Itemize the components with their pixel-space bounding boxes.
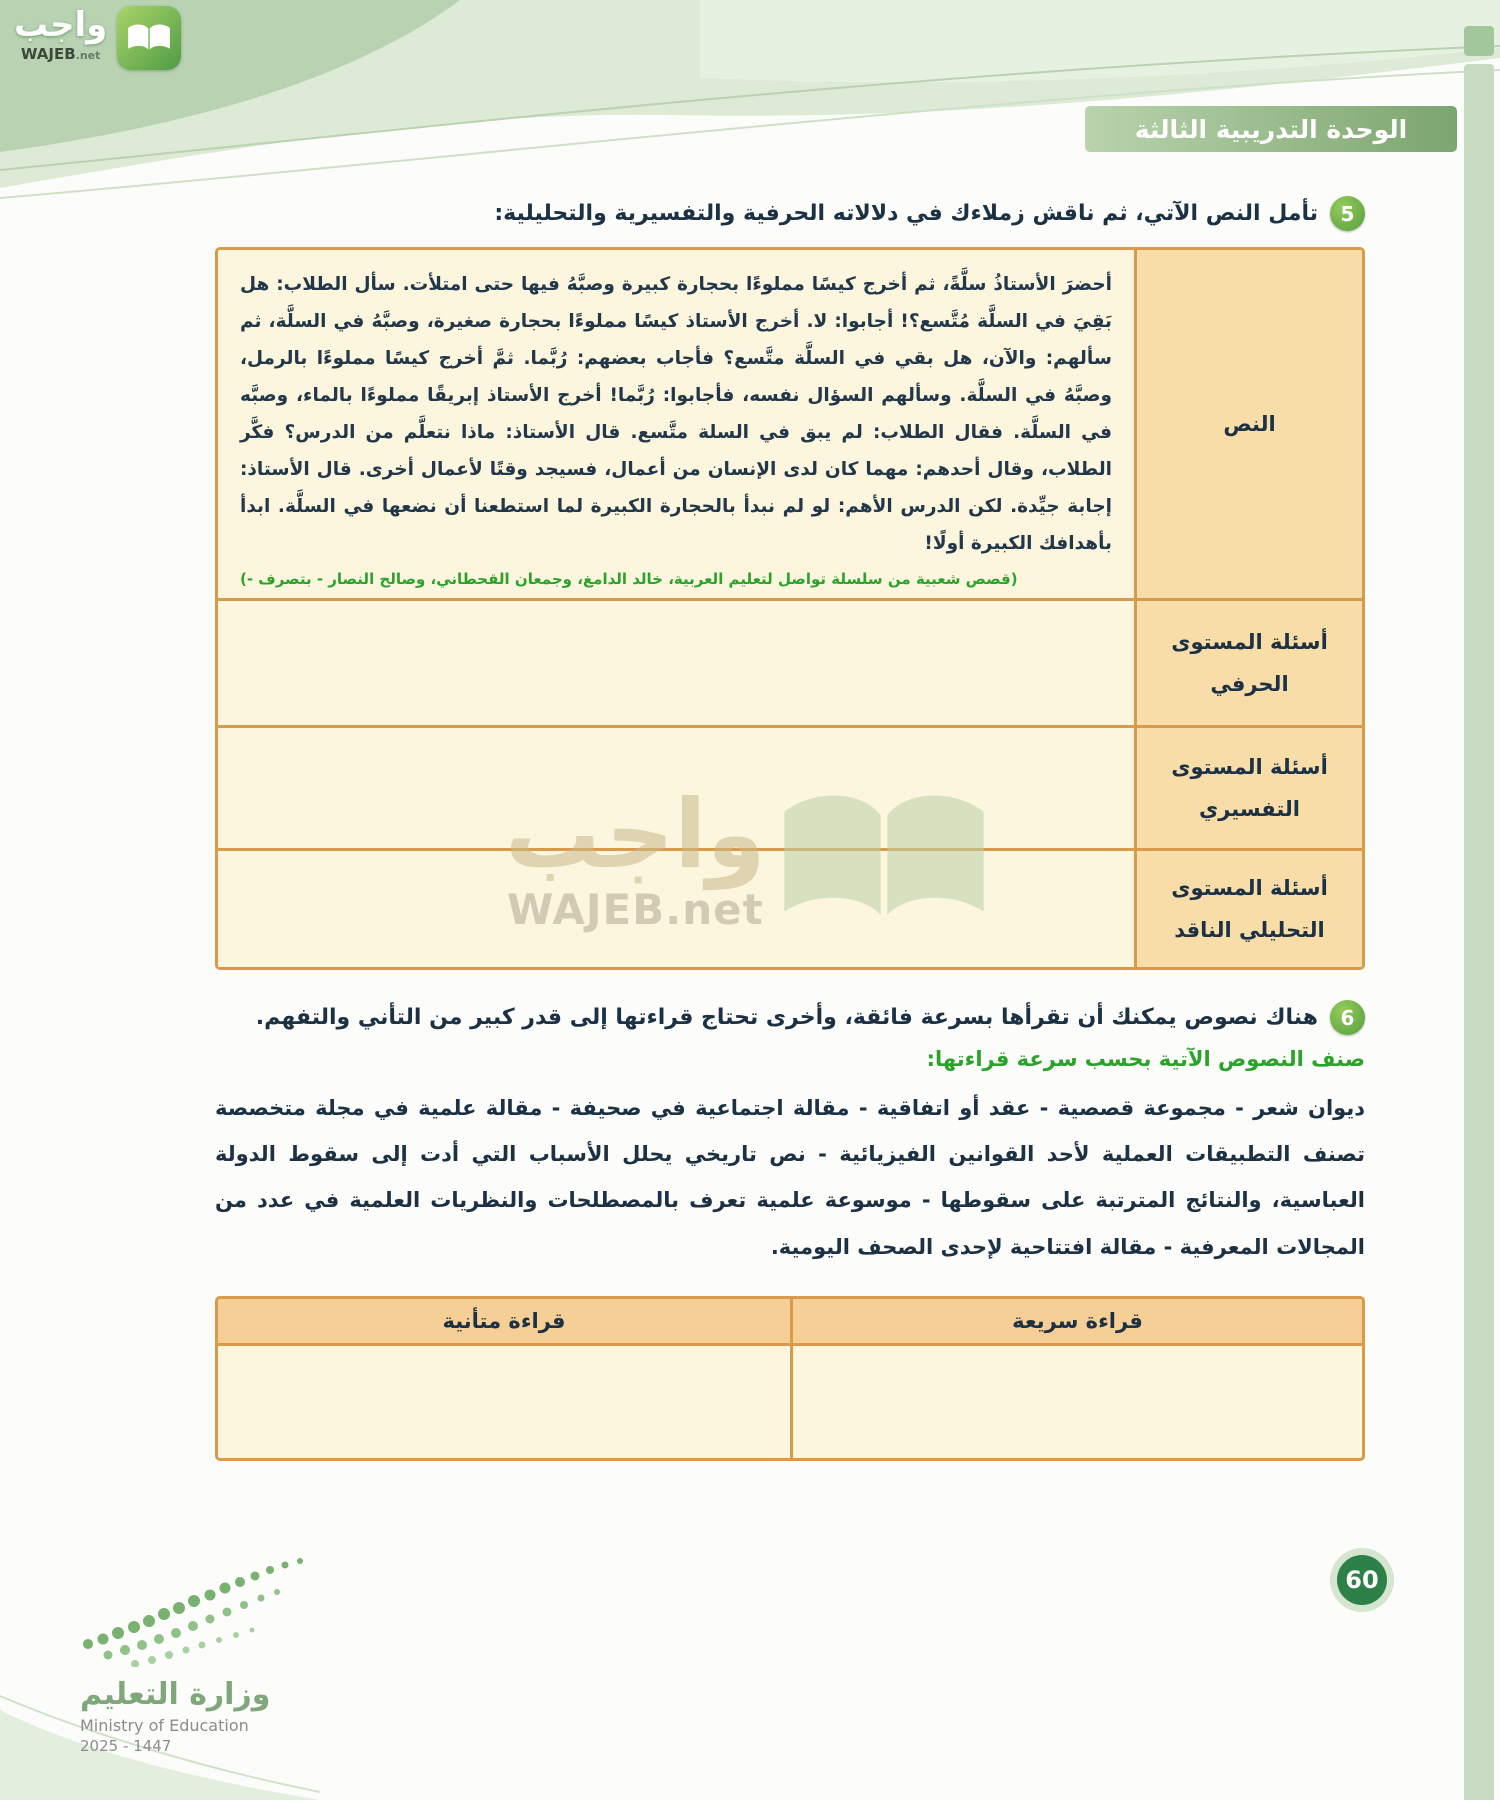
row-label-literal-questions: أسئلة المستوى الحرفي xyxy=(1134,601,1362,725)
ministry-logo xyxy=(80,1552,320,1755)
critical-questions-answer-area[interactable] xyxy=(218,851,1134,967)
main-content xyxy=(215,196,1365,1461)
passage-attribution: (قصص شعبية من سلسلة تواصل لتعليم العربية، خالد الدامغ، وجمعان القحطاني، وصالح النصار - بتصرف -) xyxy=(240,570,1018,588)
unit-banner-label: الوحدة التدريبية الثالثة xyxy=(1134,114,1408,144)
watermark-latin: WAJEB.net xyxy=(506,885,764,935)
exercise5-heading xyxy=(215,196,1365,231)
exercise6-heading xyxy=(215,1000,1365,1035)
wajeb-logo-arabic: واجب xyxy=(14,5,108,45)
page-number-badge xyxy=(1330,1548,1394,1612)
exercise5-title: تأمل النص الآتي، ثم ناقش زملاءك في دلالاته الحرفية والتفسيرية والتحليلية: xyxy=(494,201,1318,226)
table-row-interpretive xyxy=(218,725,1362,848)
row-label-text: النص xyxy=(1134,250,1362,598)
literal-questions-answer-area[interactable] xyxy=(218,601,1134,725)
reading-levels-table xyxy=(215,247,1365,970)
ministry-name-english: Ministry of Education xyxy=(80,1716,249,1735)
fast-reading-answer-area[interactable] xyxy=(790,1346,1362,1458)
wajeb-logo-latin-net: .net xyxy=(75,49,101,63)
interpretive-questions-answer-area[interactable] xyxy=(218,728,1134,848)
careful-reading-answer-area[interactable] xyxy=(218,1346,790,1458)
passage-cell xyxy=(218,250,1134,598)
header-careful-reading: قراءة متأنية xyxy=(442,1308,566,1333)
edition-years: 2025 - 1447 xyxy=(80,1737,172,1755)
wajeb-logo-latin-bold: WAJEB xyxy=(20,45,76,64)
unit-banner xyxy=(1085,106,1457,152)
table-row-critical xyxy=(218,848,1362,967)
texts-list-paragraph: ديوان شعر - مجموعة قصصية - عقد أو اتفاقية - مقالة اجتماعية في صحيفة - مقالة علمية في مجلة متخصصة تصنف التطبيقات العملية لأحد القوانين الفيزيائية - نص تاريخي يحلل الأسباب التي أدت إلى سقوط الدولة العباسية، والنتائج المترتبة على سقوطها - موسوعة علمية تعرف بالمصطلحات والنظريات العلمية في عدد من المجالات المعرفية - مقالة افتتاحية لإحدى الصحف اليومية. xyxy=(215,1096,1365,1259)
reading-speed-table-header xyxy=(218,1299,1362,1346)
open-book-icon xyxy=(117,6,181,70)
header-wave-decoration xyxy=(0,0,1500,210)
open-book-glyph xyxy=(126,21,172,55)
exercise6-number-badge: 6 xyxy=(1330,1000,1365,1035)
wajeb-logo-latin xyxy=(21,45,100,63)
table-row-text xyxy=(218,250,1362,598)
row-label-interpretive-questions: أسئلة المستوى التفسيري xyxy=(1134,728,1362,848)
passage-text: أحضرَ الأستاذُ سلَّةً، ثم أخرج كيسًا مملوءًا بحجارة كبيرة وصبَّهُ فيها حتى امتلأت. سأل الطلاب: هل بَقِيَ في السلَّة مُتَّسع؟! أجابوا: لا. أخرج الأستاذ كيسًا مملوءًا بحجارة صغيرة، وصبَّهُ في السلَّة، ثم سألهم: والآن، هل بقي في السلَّة متَّسع؟ فأجاب بعضهم: رُبَّما. ثمَّ أخرج كيسًا مملوءًا بالرمل، وصبَّهُ في السلَّة. وسألهم السؤال نفسه، فأجابوا: رُبَّما! أخرج الأستاذ إبريقًا مملوءًا بالماء، وصبَّه في السلَّة. فقال الطلاب: لم يبق في السلة متَّسع. قال الأستاذ: ماذا نتعلَّم من الدرس؟ فكَّر الطلاب، وقال أحدهم: مهما كان لدى الإنسان من أعمال، فسيجد وقتًا لأعمال أخرى. قال الأستاذ: إجابة جيِّدة. لكن الدرس الأهم: لو لم نبدأ بالحجارة الكبيرة لما استطعنا أن نضعها في السلَّة. ابدأ بأهدافك الكبيرة أولًا! xyxy=(240,274,1112,554)
page-edge-accent-square xyxy=(1464,26,1494,56)
header-fast-reading: قراءة سريعة xyxy=(790,1299,1362,1343)
wajeb-logo-text xyxy=(14,6,107,63)
ministry-name-arabic: وزارة التعليم xyxy=(80,1677,271,1712)
table-row-literal xyxy=(218,598,1362,725)
ministry-dots-emblem xyxy=(80,1552,310,1667)
page-edge-strip xyxy=(1464,64,1494,1800)
exercise6-subtitle: صنف النصوص الآتية بحسب سرعة قراءتها: xyxy=(926,1047,1365,1071)
reading-speed-table-body xyxy=(218,1346,1362,1458)
watermark-arabic: واجب xyxy=(505,779,766,890)
exercise5-number-badge: 5 xyxy=(1330,196,1365,231)
reading-speed-table xyxy=(215,1296,1365,1461)
exercise6-title: هناك نصوص يمكنك أن تقرأها بسرعة فائقة، وأخرى تحتاج قراءتها إلى قدر كبير من التأني والتفهم. xyxy=(255,1005,1318,1030)
wajeb-logo xyxy=(14,6,181,70)
page-number: 60 xyxy=(1337,1555,1387,1605)
row-label-critical-questions: أسئلة المستوى التحليلي الناقد xyxy=(1134,851,1362,967)
